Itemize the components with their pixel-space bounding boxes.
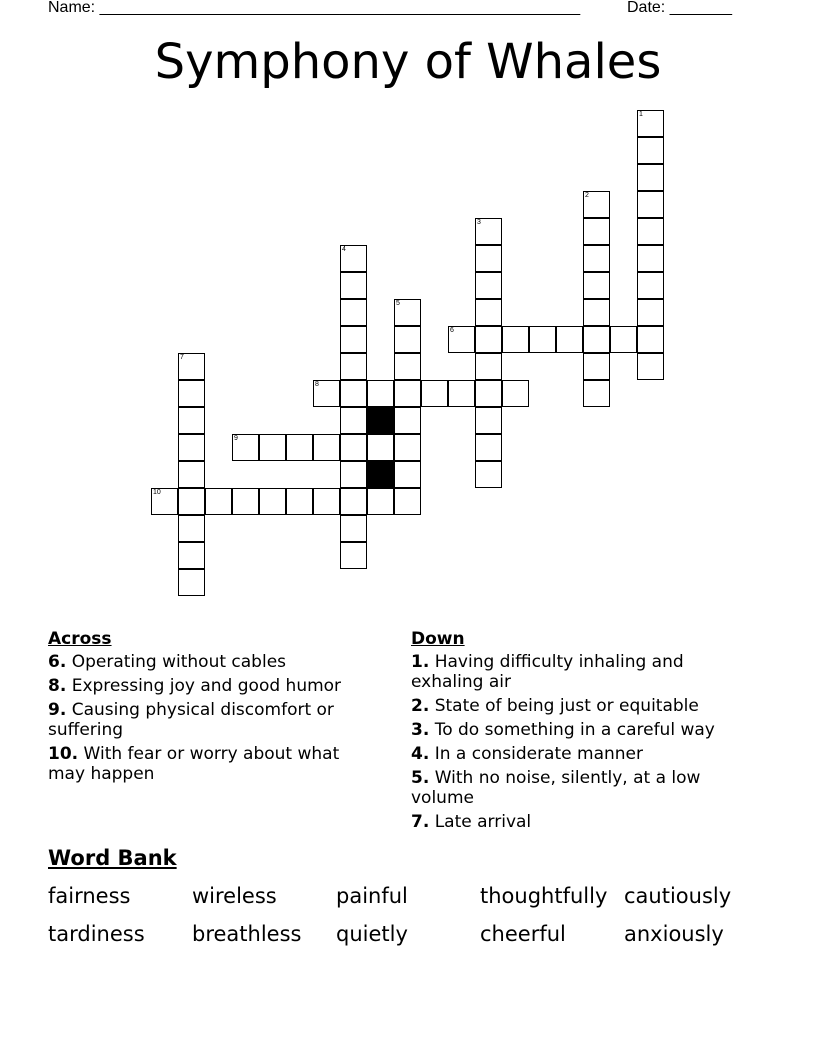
clue-number: 7 <box>180 354 184 361</box>
crossword-cell[interactable] <box>394 326 421 353</box>
crossword-cell[interactable] <box>178 488 205 515</box>
crossword-cell[interactable] <box>475 434 502 461</box>
crossword-cell[interactable] <box>340 245 367 272</box>
down-clue: 7. Late arrival <box>411 812 532 832</box>
crossword-cell[interactable] <box>637 326 664 353</box>
crossword-cell[interactable] <box>394 353 421 380</box>
crossword-cell[interactable] <box>475 326 502 353</box>
across-clue: 9. Causing physical discomfort or suffering <box>48 700 334 740</box>
crossword-cell[interactable] <box>313 380 340 407</box>
crossword-cell[interactable] <box>637 164 664 191</box>
word-bank-word: breathless <box>192 922 302 946</box>
crossword-block-cell <box>367 407 394 434</box>
crossword-cell[interactable] <box>340 272 367 299</box>
crossword-cell[interactable] <box>394 488 421 515</box>
down-clue: 5. With no noise, silently, at a low volume <box>411 768 701 808</box>
crossword-cell[interactable] <box>205 488 232 515</box>
crossword-cell[interactable] <box>340 434 367 461</box>
word-bank-title: Word Bank <box>48 846 177 870</box>
crossword-cell[interactable] <box>475 272 502 299</box>
crossword-cell[interactable] <box>583 191 610 218</box>
crossword-cell[interactable] <box>448 326 475 353</box>
crossword-cell[interactable] <box>178 353 205 380</box>
crossword-cell[interactable] <box>367 488 394 515</box>
crossword-cell[interactable] <box>313 434 340 461</box>
crossword-cell[interactable] <box>340 488 367 515</box>
crossword-cell[interactable] <box>367 434 394 461</box>
clue-number: 2 <box>585 192 589 199</box>
crossword-cell[interactable] <box>475 380 502 407</box>
crossword-cell[interactable] <box>637 191 664 218</box>
word-bank-word: cheerful <box>480 922 566 946</box>
word-bank-word: fairness <box>48 884 131 908</box>
crossword-cell[interactable] <box>583 380 610 407</box>
down-clue: 1. Having difficulty inhaling and exhaling air <box>411 652 684 692</box>
clue-number: 4 <box>342 246 346 253</box>
crossword-cell[interactable] <box>502 326 529 353</box>
crossword-cell[interactable] <box>178 461 205 488</box>
crossword-cell[interactable] <box>637 137 664 164</box>
crossword-cell[interactable] <box>259 434 286 461</box>
word-bank-word: cautiously <box>624 884 732 908</box>
date-field-label: Date: _______ <box>627 0 732 16</box>
page-title: Symphony of Whales <box>154 34 662 90</box>
crossword-cell[interactable] <box>475 245 502 272</box>
crossword-cell[interactable] <box>637 272 664 299</box>
clue-number: 10 <box>153 489 161 496</box>
crossword-cell[interactable] <box>394 461 421 488</box>
crossword-cell[interactable] <box>394 299 421 326</box>
clue-number: 5 <box>396 300 400 307</box>
word-bank-word: tardiness <box>48 922 145 946</box>
crossword-cell[interactable] <box>232 434 259 461</box>
down-clues <box>411 629 751 836</box>
crossword-cell[interactable] <box>286 434 313 461</box>
down-clue: 4. In a considerate manner <box>411 744 643 764</box>
crossword-cell[interactable] <box>340 461 367 488</box>
crossword-cell[interactable] <box>340 326 367 353</box>
crossword-cell[interactable] <box>475 461 502 488</box>
crossword-block-cell <box>367 461 394 488</box>
crossword-cell[interactable] <box>502 380 529 407</box>
down-clue: 2. State of being just or equitable <box>411 696 699 716</box>
crossword-cell[interactable] <box>178 569 205 596</box>
crossword-cell[interactable] <box>583 353 610 380</box>
crossword-cell[interactable] <box>475 299 502 326</box>
crossword-cell[interactable] <box>475 353 502 380</box>
word-bank-word: anxiously <box>624 922 724 946</box>
crossword-cell[interactable] <box>475 218 502 245</box>
down-clue: 3. To do something in a careful way <box>411 720 715 740</box>
across-clues <box>48 629 378 788</box>
crossword-cell[interactable] <box>583 218 610 245</box>
crossword-cell[interactable] <box>259 488 286 515</box>
word-bank-word: wireless <box>192 884 277 908</box>
crossword-cell[interactable] <box>367 380 394 407</box>
crossword-cell[interactable] <box>232 488 259 515</box>
word-bank-word: quietly <box>336 922 408 946</box>
crossword-cell[interactable] <box>394 407 421 434</box>
word-bank-word: painful <box>336 884 408 908</box>
crossword-cell[interactable] <box>637 353 664 380</box>
word-bank-word: thoughtfully <box>480 884 608 908</box>
crossword-cell[interactable] <box>421 380 448 407</box>
crossword-cell[interactable] <box>475 407 502 434</box>
clue-number: 3 <box>477 219 481 226</box>
clue-number: 8 <box>315 381 319 388</box>
crossword-cell[interactable] <box>178 542 205 569</box>
clue-number: 9 <box>234 435 238 442</box>
crossword-cell[interactable] <box>178 407 205 434</box>
name-field-label: Name: ______________________________________________________ <box>48 0 581 16</box>
crossword-cell[interactable] <box>178 515 205 542</box>
crossword-cell[interactable] <box>178 380 205 407</box>
clue-number: 6 <box>450 327 454 334</box>
across-clue: 10. With fear or worry about what may happen <box>48 744 340 784</box>
crossword-cell[interactable] <box>529 326 556 353</box>
crossword-cell[interactable] <box>637 245 664 272</box>
crossword-cell[interactable] <box>394 380 421 407</box>
crossword-cell[interactable] <box>556 326 583 353</box>
crossword-cell[interactable] <box>448 380 475 407</box>
crossword-cell[interactable] <box>340 353 367 380</box>
crossword-cell[interactable] <box>340 515 367 542</box>
crossword-cell[interactable] <box>583 272 610 299</box>
crossword-cell[interactable] <box>151 488 178 515</box>
crossword-cell[interactable] <box>340 542 367 569</box>
crossword-cell[interactable] <box>583 245 610 272</box>
clue-number: 1 <box>639 111 643 118</box>
crossword-cell[interactable] <box>583 326 610 353</box>
crossword-cell[interactable] <box>286 488 313 515</box>
crossword-cell[interactable] <box>637 110 664 137</box>
crossword-cell[interactable] <box>637 218 664 245</box>
crossword-cell[interactable] <box>178 434 205 461</box>
crossword-cell[interactable] <box>340 380 367 407</box>
crossword-cell[interactable] <box>610 326 637 353</box>
crossword-cell[interactable] <box>340 299 367 326</box>
across-clue: 8. Expressing joy and good humor <box>48 676 342 696</box>
across-heading: Across <box>48 629 112 649</box>
crossword-cell[interactable] <box>583 299 610 326</box>
crossword-cell[interactable] <box>637 299 664 326</box>
crossword-cell[interactable] <box>394 434 421 461</box>
down-heading: Down <box>411 629 465 649</box>
crossword-cell[interactable] <box>313 488 340 515</box>
across-clue: 6. Operating without cables <box>48 652 287 672</box>
crossword-cell[interactable] <box>340 407 367 434</box>
